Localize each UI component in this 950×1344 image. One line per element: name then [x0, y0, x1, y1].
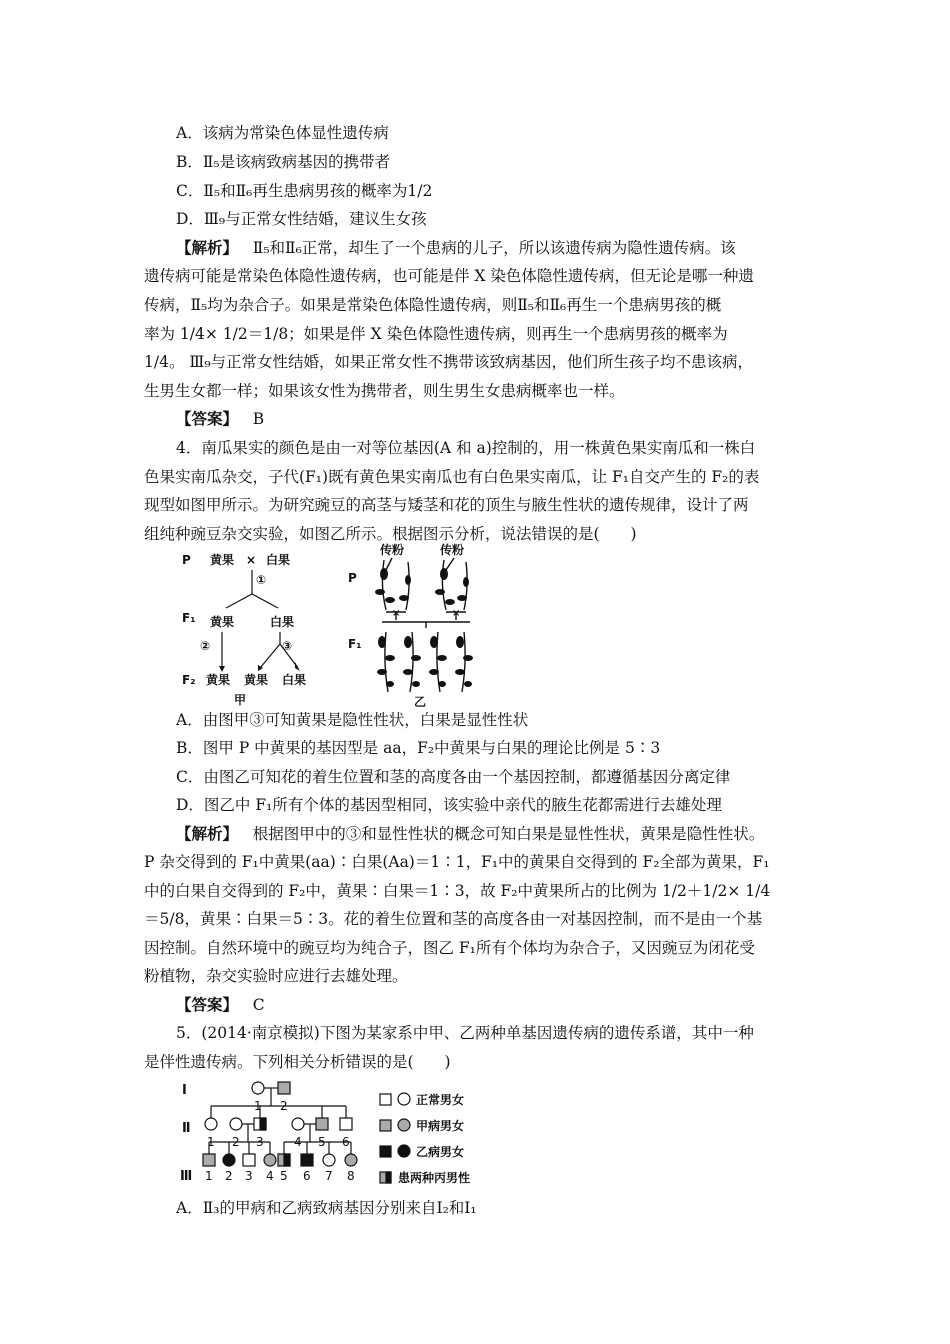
- yi-pollination-right: 传粉: [440, 543, 465, 557]
- gen3-num-2: 2: [225, 1169, 233, 1183]
- gen-label-2: Ⅱ: [182, 1121, 191, 1136]
- jia-f2-huangguo-a: 黄果: [206, 673, 231, 687]
- q4-option-b: B．图甲 P 中黄果的基因型是 aa，F₂中黄果与白果的理论比例是 5∶3: [176, 739, 661, 757]
- jia-f1-huangguo: 黄果: [210, 615, 235, 629]
- q3-analysis-line-5: 1/4。 Ⅲ₉与正常女性结婚，如果正常女性不携带该致病基因，他们所生孩子均不患该病，: [144, 353, 754, 371]
- q4-answer: C: [252, 996, 265, 1014]
- gen-label-3: Ⅲ: [180, 1169, 193, 1184]
- yi-f1-label: F₁: [348, 637, 362, 651]
- jia-p-huangguo: 黄果: [210, 553, 235, 567]
- q4-answer-line: [176, 995, 265, 1015]
- q3-answer-line: [176, 409, 264, 429]
- figure-jia-diagram: [176, 548, 326, 708]
- q3-option-d: D．Ⅲ₉与正常女性结婚，建议生女孩: [176, 210, 427, 228]
- gen2-num-6: 6: [342, 1135, 350, 1149]
- yi-pollination-left: 传粉: [380, 543, 405, 557]
- legend-normal: 正常男女: [416, 1093, 465, 1107]
- q3-analysis-line-6: 生男生女都一样；如果该女性为携带者，则生男生女患病概率也一样。: [144, 382, 625, 400]
- jia-step-1: ①: [256, 573, 267, 587]
- jia-step-2: ②: [200, 639, 211, 653]
- gen2-num-3: 3: [256, 1135, 264, 1149]
- gen1-num-1: 1: [254, 1099, 262, 1113]
- pedigree-diagram: [176, 1076, 471, 1198]
- gen2-num-1: 1: [207, 1135, 215, 1149]
- jia-f2-label: F₂: [182, 673, 196, 687]
- gen1-num-2: 2: [280, 1099, 288, 1113]
- gen2-num-5: 5: [318, 1135, 326, 1149]
- jia-p-baiguo: 白果: [266, 553, 291, 567]
- figure-yi-diagram: [342, 540, 492, 712]
- q3-analysis-line-2: 遗传病可能是常染色体隐性遗传病，也可能是伴 X 染色体隐性遗传病，但无论是哪一种遗: [144, 267, 754, 285]
- gen2-num-4: 4: [294, 1135, 302, 1149]
- jia-p-label: P: [182, 553, 191, 567]
- q4-analysis-line-1: 【解析】 根据图甲中的③和显性性状的概念可知白果是显性性状，黄果是隐性性状。: [176, 824, 765, 843]
- jia-f2-huangguo-b: 黄果: [244, 673, 269, 687]
- jia-f1-label: F₁: [182, 611, 196, 625]
- q5-stem-line-1: 5．(2014·南京模拟)下图为某家系中甲、乙两种单基因遗传病的遗传系谱，其中一种: [176, 1024, 754, 1042]
- gen3-num-4: 4: [266, 1169, 274, 1183]
- q3-answer: B: [252, 410, 265, 428]
- legend-yi: 乙病男女: [416, 1145, 465, 1159]
- q3-analysis-line-1: 【解析】 Ⅱ₅和Ⅱ₆正常，却生了一个患病的儿子，所以该遗传病为隐性遗传病。该: [176, 238, 736, 257]
- q5-stem-line-2: 是伴性遗传病。下列相关分析错误的是( ): [144, 1053, 451, 1071]
- q4-option-a: A．由图甲③可知黄果是隐性性状，白果是显性性状: [176, 711, 529, 729]
- gen3-num-7: 7: [325, 1169, 333, 1183]
- q4-option-c: C．由图乙可知花的着生位置和茎的高度各由一个基因控制，都遵循基因分离定律: [176, 768, 731, 786]
- q4-option-d: D．图乙中 F₁所有个体的基因型相同，该实验中亲代的腋生花都需进行去雄处理: [176, 796, 722, 814]
- gen3-num-3: 3: [245, 1169, 253, 1183]
- q3-option-c: C．Ⅱ₅和Ⅱ₆再生患病男孩的概率为1/2: [176, 182, 433, 200]
- q3-analysis-line-3: 传病，Ⅱ₅均为杂合子。如果是常染色体隐性遗传病，则Ⅱ₅和Ⅱ₆再生一个患病男孩的概: [144, 296, 722, 314]
- q4-analysis-line-2: P 杂交得到的 F₁中黄果(aa)∶白果(Aa)＝1∶1，F₁中的黄果自交得到的 F₂全部为黄果，F₁: [144, 853, 770, 871]
- q4-answer-label: 【答案】: [176, 995, 239, 1014]
- q3-option-b: B．Ⅱ₅是该病致病基因的携带者: [176, 153, 391, 171]
- gen3-num-6: 6: [303, 1169, 311, 1183]
- q3-analysis-line-4: 率为 1/4× 1/2＝1/8；如果是伴 X 染色体隐性遗传病，则再生一个患病男孩的概率为: [144, 325, 728, 343]
- q4-analysis-line-6: 粉植物，杂交实验时应进行去雄处理。: [144, 967, 408, 985]
- q3-analysis-label: 【解析】: [176, 238, 239, 257]
- q5-option-a: A．Ⅱ₃的甲病和乙病致病基因分别来自Ⅰ₂和Ⅰ₁: [176, 1199, 477, 1217]
- jia-caption: 甲: [234, 693, 247, 707]
- q4-stem-line-2: 色果实南瓜杂交，子代(F₁)既有黄色果实南瓜也有白色果实南瓜，让 F₁自交产生的 F₂的表: [144, 468, 760, 486]
- jia-f1-baiguo: 白果: [270, 615, 295, 629]
- q4-stem-line-1: 4．南瓜果实的颜色是由一对等位基因(A 和 a)控制的，用一株黄色果实南瓜和一株白: [176, 439, 756, 457]
- q4-analysis-line-5: 因控制。自然环境中的豌豆均为纯合子，图乙 F₁所有个体均为杂合子，又因豌豆为闭花受: [144, 939, 755, 957]
- q4-stem-line-3: 现型如图甲所示。为研究豌豆的高茎与矮茎和花的顶生与腋生性状的遗传规律，设计了两: [144, 496, 749, 514]
- jia-cross: ×: [246, 553, 257, 567]
- legend-both: 患两种丙男性: [398, 1171, 471, 1185]
- jia-step-3: ③: [282, 639, 293, 653]
- q3-option-a: A．该病为常染色体显性遗传病: [176, 124, 389, 142]
- gen2-num-2: 2: [232, 1135, 240, 1149]
- gen3-num-5: 5: [280, 1169, 288, 1183]
- gen3-num-1: 1: [205, 1169, 213, 1183]
- gen-label-1: Ⅰ: [182, 1083, 187, 1098]
- gen3-num-8: 8: [347, 1169, 355, 1183]
- jia-f2-baiguo: 白果: [282, 673, 307, 687]
- yi-cross-right: ×: [452, 608, 461, 619]
- q3-answer-label: 【答案】: [176, 409, 239, 428]
- q4-analysis-line-4: ＝5/8，黄果∶白果＝5∶3。花的着生位置和茎的高度各由一对基因控制，而不是由一个基: [144, 910, 763, 928]
- q4-analysis-label: 【解析】: [176, 824, 239, 843]
- yi-caption: 乙: [414, 695, 427, 709]
- legend-jia: 甲病男女: [416, 1119, 465, 1133]
- yi-cross-left: ×: [392, 608, 401, 619]
- yi-p-label: P: [348, 571, 357, 585]
- q4-stem-line-4: 组纯种豌豆杂交实验，如图乙所示。根据图示分析，说法错误的是( ): [144, 525, 637, 543]
- q4-analysis-line-3: 中的白果自交得到的 F₂中，黄果∶白果＝1∶3，故 F₂中黄果所占的比例为 1/2＋1/2× 1/4: [144, 882, 771, 900]
